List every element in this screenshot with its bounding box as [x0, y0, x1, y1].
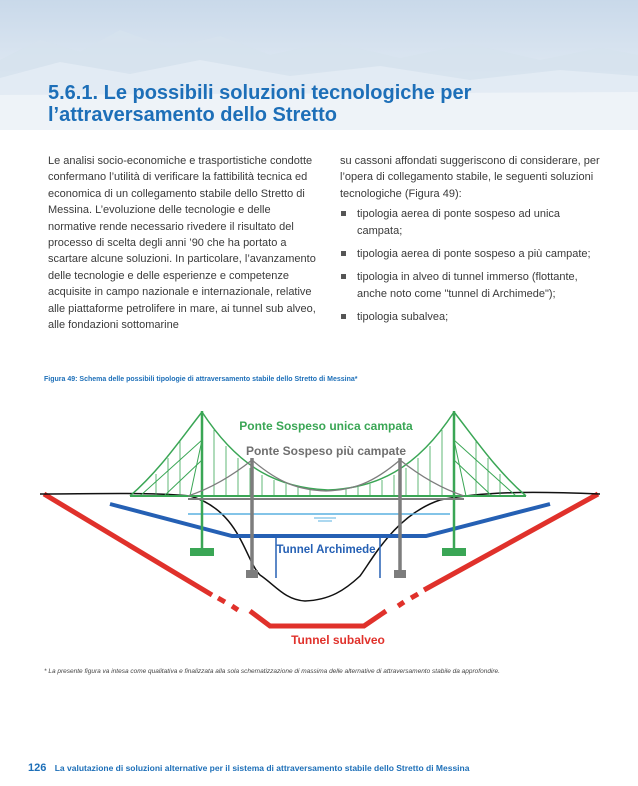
section-title: 5.6.1. Le possibili soluzioni tecnologiche per l’attraversamento dello Stretto	[48, 82, 472, 126]
list-item-text: tipologia aerea di ponte sospeso ad unica campata;	[357, 208, 561, 237]
label-single-span-bridge: Ponte Sospeso unica campata	[239, 419, 413, 433]
label-tunnel-archimede: Tunnel Archimede	[276, 544, 376, 556]
page-footer	[28, 762, 628, 774]
list-item-text: tipologia subalvea;	[357, 311, 449, 324]
list-item-text: tipologia aerea di ponte sospeso a più campate;	[357, 248, 591, 261]
list-item	[340, 309, 605, 325]
page-number: 126	[28, 762, 47, 774]
figure-caption: Figura 49: Schema delle possibili tipologie di attraversamento stabile dello Stretto di Messina*	[44, 376, 358, 383]
crossing-diagram	[0, 395, 638, 655]
list-item-text: tipologia in alveo di tunnel immerso (flottante, anche noto come "tunnel di Archimede");	[357, 271, 578, 300]
bullet-square-icon	[341, 211, 346, 216]
figure-footnote: * La presente figura va intesa come qualitativa e finalizzata alla sola schematizzazione di massima delle alternative di attraversamento stabile da approfondire.	[44, 668, 500, 675]
label-multi-span-bridge: Ponte Sospeso più campate	[245, 444, 407, 458]
footer-text: La valutazione di soluzioni alternative per il sistema di attraversamento stabile dello Stretto di Messina	[54, 763, 470, 773]
bullet-square-icon	[341, 251, 346, 256]
list-item	[340, 269, 605, 302]
body-paragraph-left: Le analisi socio-economiche e trasportistiche condotte confermano l’utilità di verificare la fattibilità tecnica ed economica di un collegamento stabile dello Stretto di Messina. L’evoluzione delle tecnologie e delle normative rende necessario rivedere il risultato del processo di scelta degli anni ’90 che ha portato a scartare alcune soluzioni. In particolare, l’avanzamento delle tecnologie e delle esperienze e competenze acquisite in campo nazionale e internazionale, relative alle piattaforme petrolifere in mare, ai tunnel sub alveo, alle fondazioni sottomarine	[48, 155, 316, 332]
tunnel-archimede-line	[110, 504, 550, 578]
body-text-left-column	[48, 153, 320, 333]
body-paragraph-right: su cassoni affondati suggeriscono di considerare, per l’opera di collegamento stabile, le seguenti soluzioni tecnologiche (Figura 49):	[340, 155, 600, 200]
list-item	[340, 246, 605, 262]
bullet-square-icon	[341, 274, 346, 279]
label-tunnel-subalveo: Tunnel subalveo	[291, 633, 385, 647]
solutions-list	[340, 206, 605, 325]
bullet-square-icon	[341, 314, 346, 319]
list-item	[340, 206, 605, 239]
body-text-right-column	[340, 153, 605, 333]
